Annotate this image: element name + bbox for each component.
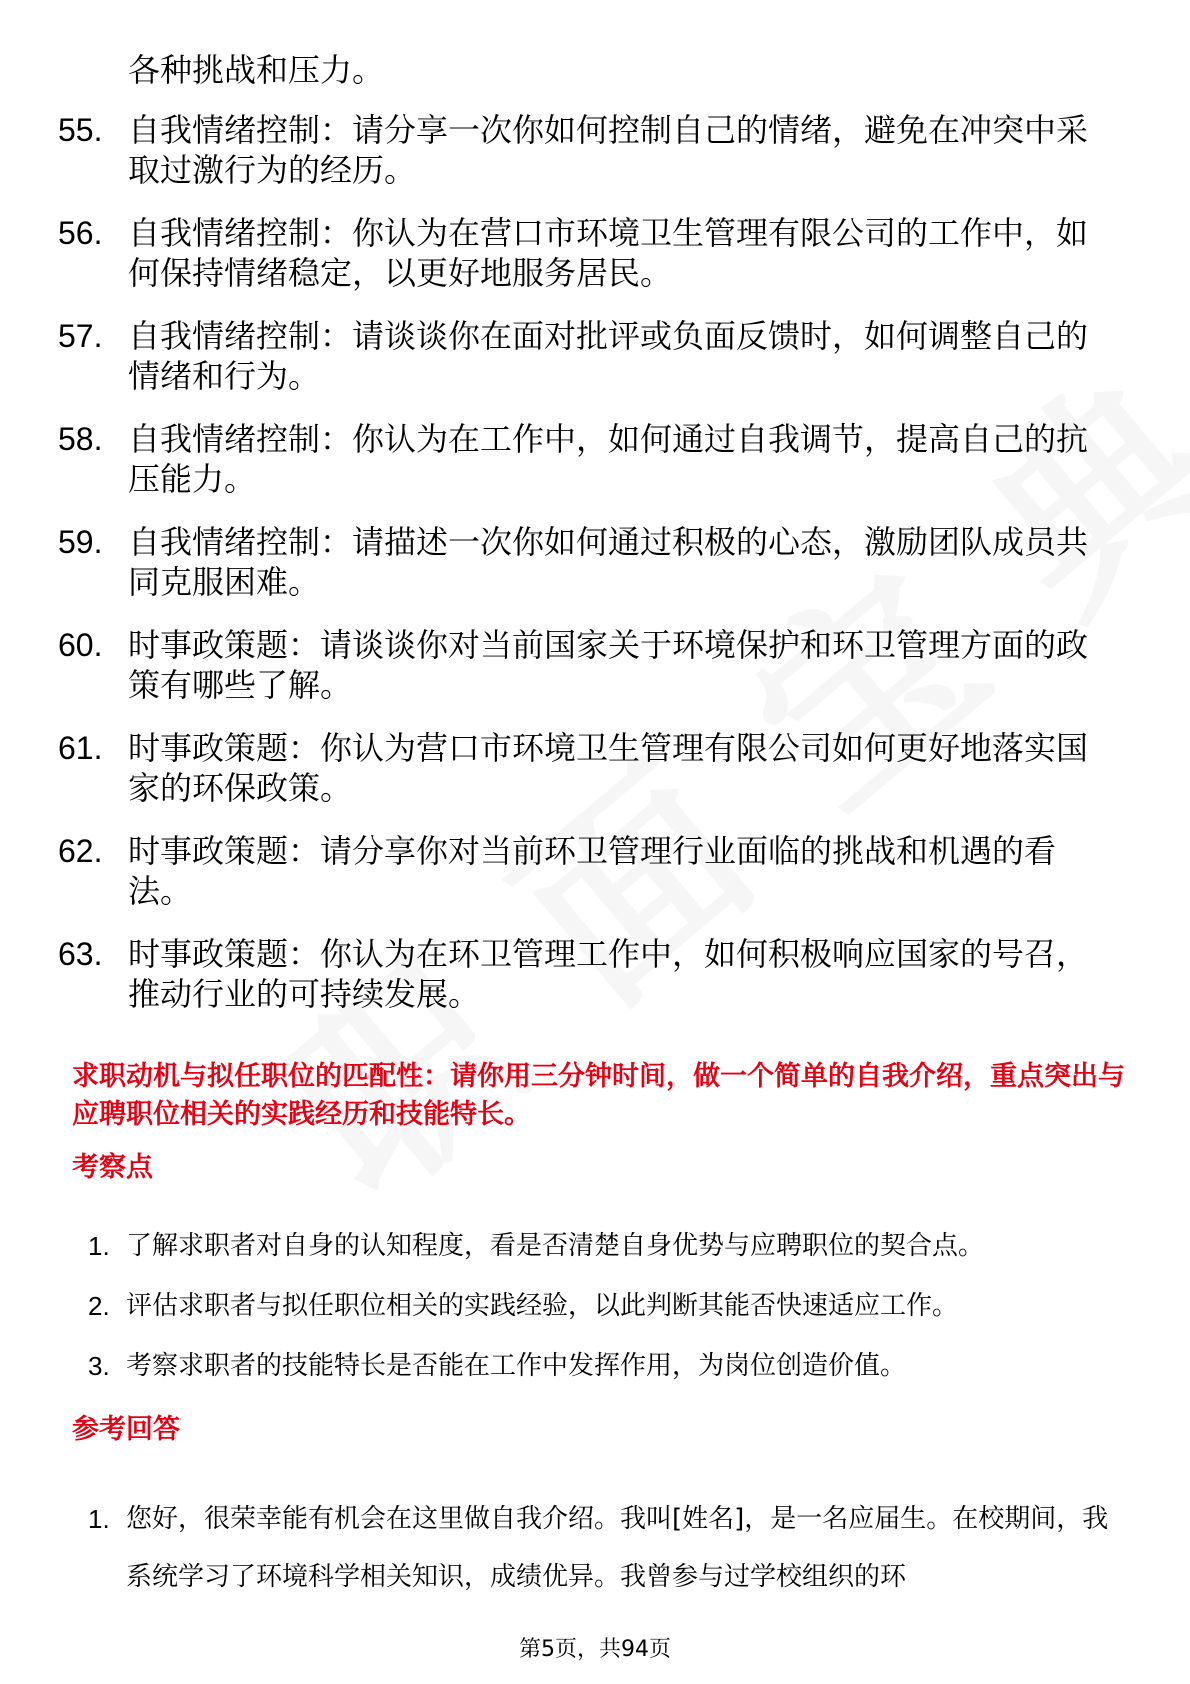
question-number: 61. <box>58 730 103 766</box>
answer-number: 1. <box>88 1504 110 1534</box>
point-number: 1. <box>88 1231 110 1261</box>
question-item <box>0 316 1190 396</box>
question-number: 56. <box>58 215 103 251</box>
question-number: 55. <box>58 112 103 148</box>
question-number: 63. <box>58 936 103 972</box>
question-item <box>0 625 1190 705</box>
question-text: 时事政策题：请分享你对当前环卫管理行业面临的挑战和机遇的看法。 <box>128 832 1057 910</box>
point-text: 了解求职者对自身的认知程度，看是否清楚自身优势与应聘职位的契合点。 <box>126 1231 985 1261</box>
question-text: 时事政策题：请谈谈你对当前国家关于环境保护和环卫管理方面的政策有哪些了解。 <box>128 626 1089 704</box>
question-text: 自我情绪控制：你认为在营口市环境卫生管理有限公司的工作中，如何保持情绪稳定，以更好地服务居民。 <box>128 214 1089 292</box>
answer-text: 您好，很荣幸能有机会在这里做自我介绍。我叫[姓名]，是一名应届生。在校期间，我系统学习了环境科学相关知识，成绩优异。我曾参与过学校组织的环 <box>126 1504 1109 1592</box>
question-number: 57. <box>58 318 103 354</box>
question-text: 自我情绪控制：请分享一次你如何控制自己的情绪，避免在冲突中采取过激行为的经历。 <box>128 111 1089 189</box>
question-text: 自我情绪控制：你认为在工作中，如何通过自我调节，提高自己的抗压能力。 <box>128 420 1089 498</box>
points-list <box>0 1228 1190 1408</box>
question-number: 60. <box>58 627 103 663</box>
question-item <box>0 110 1190 190</box>
question-number: 62. <box>58 833 103 869</box>
list-item <box>0 1228 1190 1288</box>
continuation-text: 各种挑战和压力。 <box>128 51 385 89</box>
point-number: 3. <box>88 1351 110 1381</box>
list-item <box>0 1348 1190 1408</box>
answer-item <box>0 1490 1190 1606</box>
list-item <box>0 1288 1190 1348</box>
point-text: 考察求职者的技能特长是否能在工作中发挥作用，为岗位创造价值。 <box>126 1351 907 1381</box>
question-item <box>0 419 1190 499</box>
point-text: 评估求职者与拟任职位相关的实践经验，以此判断其能否快速适应工作。 <box>126 1291 959 1321</box>
question-number: 59. <box>58 524 103 560</box>
question-text: 时事政策题：你认为在环卫管理工作中，如何积极响应国家的号召，推动行业的可持续发展。 <box>128 935 1089 1013</box>
question-item <box>0 728 1190 808</box>
page-footer: 第5页，共94页 <box>519 1637 671 1662</box>
points-heading: 考察点 <box>72 1152 153 1183</box>
question-text: 自我情绪控制：请描述一次你如何通过积极的心态，激励团队成员共同克服困难。 <box>128 523 1089 601</box>
answer-heading: 参考回答 <box>72 1414 180 1445</box>
question-item <box>0 213 1190 293</box>
question-text: 自我情绪控制：请谈谈你在面对批评或负面反馈时，如何调整自己的情绪和行为。 <box>128 317 1089 395</box>
point-number: 2. <box>88 1291 110 1321</box>
question-number: 58. <box>58 421 103 457</box>
question-text: 时事政策题：你认为营口市环境卫生管理有限公司如何更好地落实国家的环保政策。 <box>128 729 1089 807</box>
question-list <box>0 110 1190 1037</box>
section-title: 求职动机与拟任职位的匹配性：请你用三分钟时间，做一个简单的自我介绍，重点突出与应聘职位相关的实践经历和技能特长。 <box>72 1061 1125 1130</box>
question-item <box>0 934 1190 1014</box>
question-item <box>0 831 1190 911</box>
question-item <box>0 522 1190 602</box>
